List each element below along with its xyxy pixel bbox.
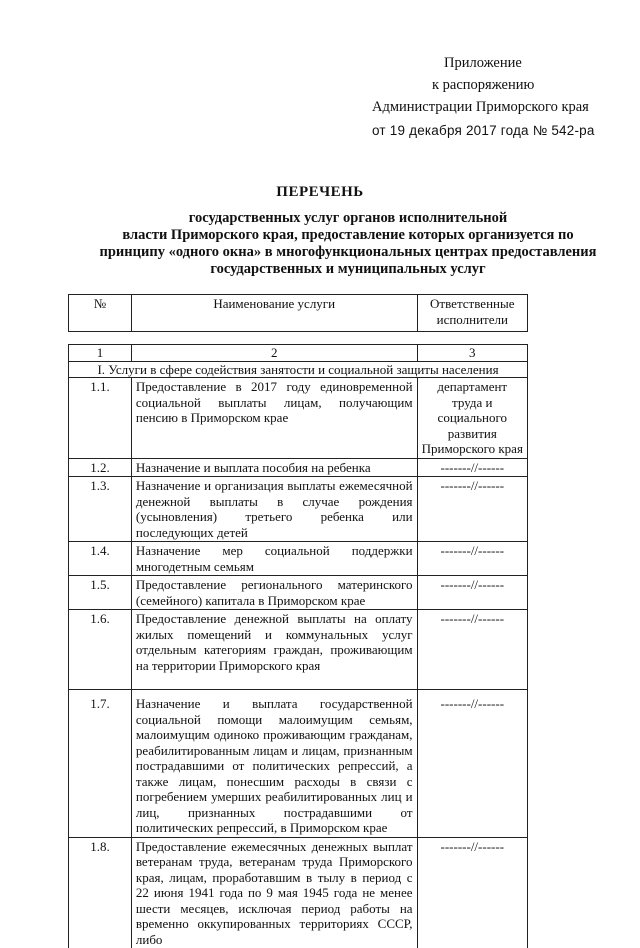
header-responsible: Ответственные исполнители bbox=[417, 295, 527, 332]
row-responsible: -------//------ bbox=[417, 576, 527, 610]
row-responsible: -------//------ bbox=[417, 542, 527, 576]
row-service-name: Предоставление денежной выплаты на оплату жилых помещений и коммунальных услуг отдельным категориям граждан, проживающим на территории Приморского края bbox=[131, 610, 417, 690]
order-date-number: от 19 декабря 2017 года № 542-ра bbox=[372, 123, 595, 138]
subtitle-line: государственных услуг органов исполнительной bbox=[188, 210, 508, 226]
table-row bbox=[69, 458, 528, 477]
column-number: 2 bbox=[131, 345, 417, 362]
table-row bbox=[69, 378, 528, 459]
header-service-name: Наименование услуги bbox=[131, 295, 417, 332]
row-service-name: Назначение и организация выплаты ежемесячной денежной выплаты в случае рождения (усыновления) третьего ребенка или последующих детей bbox=[131, 477, 417, 542]
document-subtitle bbox=[88, 210, 608, 278]
table-header-row bbox=[69, 295, 528, 332]
issuing-authority: Администрации Приморского края bbox=[372, 99, 589, 115]
table-row bbox=[69, 542, 528, 576]
row-responsible: -------//------ bbox=[417, 690, 527, 838]
table-row bbox=[69, 477, 528, 542]
row-responsible: -------//------ bbox=[417, 837, 527, 948]
row-number: 1.3. bbox=[69, 477, 132, 542]
row-service-name: Предоставление ежемесячных денежных выплат ветеранам труда, ветеранам труда Приморского края, лицам, проработавшим в тылу в период с 22 июня 1941 года по 9 мая 1945 года не менее шести месяцев, исключая период работы на временно оккупированных территориях СССР, либо bbox=[131, 837, 417, 948]
document-title: ПЕРЕЧЕНЬ bbox=[276, 184, 364, 200]
row-responsible: департамент труда и социального развития Приморского края bbox=[417, 378, 527, 459]
row-number: 1.8. bbox=[69, 837, 132, 948]
row-number: 1.1. bbox=[69, 378, 132, 459]
table-row bbox=[69, 837, 528, 948]
row-number: 1.5. bbox=[69, 576, 132, 610]
table-gap bbox=[69, 332, 528, 345]
column-number: 3 bbox=[417, 345, 527, 362]
row-service-name: Предоставление в 2017 году единовременной социальной выплаты лицам, получающим пенсию в Приморском крае bbox=[131, 378, 417, 459]
section-row bbox=[69, 361, 528, 378]
row-service-name: Назначение и выплата государственной социальной помощи малоимущим семьям, малоимущим одиноко проживающим гражданам, реабилитированным лицам и лицам, признанным пострадавшими от политических репрессий, а также лицам, понесшим расходы в связи с погребением умерших реабилитированных лиц и лиц, признанных пострадавшими от политических репрессий, в Приморском крае bbox=[131, 690, 417, 838]
row-service-name: Назначение мер социальной поддержки многодетным семьям bbox=[131, 542, 417, 576]
row-number: 1.2. bbox=[69, 458, 132, 477]
row-number: 1.7. bbox=[69, 690, 132, 838]
column-number: 1 bbox=[69, 345, 132, 362]
table-row bbox=[69, 690, 528, 838]
table-row bbox=[69, 610, 528, 690]
services-table bbox=[68, 294, 528, 948]
row-responsible: -------//------ bbox=[417, 610, 527, 690]
appendix-header bbox=[372, 52, 595, 142]
row-responsible: -------//------ bbox=[417, 477, 527, 542]
order-reference: к распоряжению bbox=[432, 77, 535, 93]
section-title: I. Услуги в сфере содействия занятости и социальной защиты населения bbox=[69, 361, 528, 378]
row-service-name: Назначение и выплата пособия на ребенка bbox=[131, 458, 417, 477]
row-number: 1.4. bbox=[69, 542, 132, 576]
subtitle-line: власти Приморского края, предоставление которых организуется по bbox=[122, 227, 574, 243]
subtitle-line: принципу «одного окна» в многофункциональных центрах предоставления bbox=[99, 244, 597, 260]
row-service-name: Предоставление регионального материнского (семейного) капитала в Приморском крае bbox=[131, 576, 417, 610]
column-numbers-row bbox=[69, 345, 528, 362]
header-number: № bbox=[69, 295, 132, 332]
subtitle-line: государственных и муниципальных услуг bbox=[210, 261, 486, 277]
appendix-label: Приложение bbox=[444, 55, 522, 71]
row-number: 1.6. bbox=[69, 610, 132, 690]
table-row bbox=[69, 576, 528, 610]
row-responsible: -------//------ bbox=[417, 458, 527, 477]
